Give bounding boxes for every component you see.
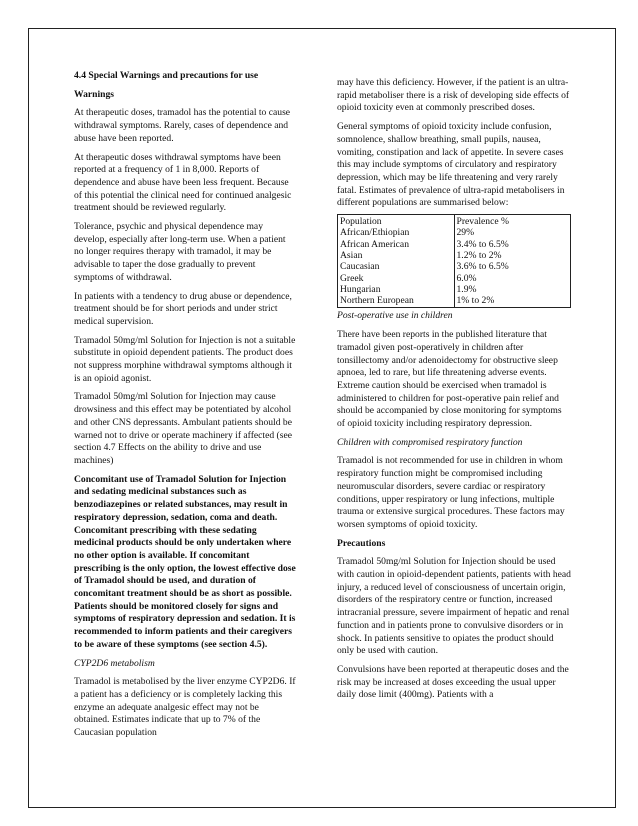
table-row bbox=[338, 295, 571, 308]
table-cell: 3.6% to 6.5% bbox=[456, 261, 509, 273]
table-cell: African American bbox=[338, 239, 455, 250]
table-cell: Northern European bbox=[338, 295, 455, 308]
paragraph: Tramadol is metabolised by the liver enzyme CYP2D6. If a patient has a deficiency or is completely lacking this enzyme an adequate analgesic effect may not be obtained. Estimates indicate that up to 7% of the Caucasian population bbox=[74, 676, 296, 739]
paragraph: General symptoms of opioid toxicity include confusion, somnolence, shallow breathing, small pupils, nausea, vomiting, constipation and lack of appetite. In severe cases this may include symptoms of circulatory and respiratory depression, which may be life threatening and very rarely fatal. Estimates of prevalence of ultra-rapid metabolisers in different populations are summarised below: bbox=[337, 121, 565, 209]
table-cell: Greek bbox=[338, 273, 455, 284]
paragraph: In patients with a tendency to drug abuse or dependence, treatment should be for short periods and under strict medical supervision. bbox=[74, 290, 292, 327]
paragraph: Convulsions have been reported at therapeutic doses and the risk may be increased at doses exceeding the usual upper daily dose limit (400mg). Patients with a bbox=[337, 663, 569, 701]
paragraph: There have been reports in the published literature that tramadol given post-operatively in children after tonsillectomy and/or adenoidectomy for obstructive sleep apnoea, led to rare, but life threatening adverse events. Extreme caution should be exercised when tramadol is administered to children for post-operative pain relief and should be accompanied by close monitoring for symptoms of opioid toxicity including respiratory depression. bbox=[337, 329, 562, 430]
table-cell: 6.0% bbox=[456, 272, 477, 284]
left-column bbox=[74, 70, 296, 740]
table-cell: 1.9% bbox=[456, 283, 477, 295]
table-cell: African/Ethiopian bbox=[338, 227, 455, 238]
table-header-row bbox=[338, 215, 571, 228]
table-cell: Asian bbox=[338, 250, 455, 261]
paragraph: Tramadol is not recommended for use in children in whom respiratory function might be compromised including neuromuscular disorders, severe cardiac or respiratory conditions, upper respiratory or lung infections, multiple trauma or extensive surgical procedures. These factors may worsen symptoms of opioid toxicity. bbox=[337, 455, 565, 530]
table-header-cell: Population bbox=[338, 215, 455, 228]
prevalence-table bbox=[337, 214, 571, 308]
table-header-cell: Prevalence % bbox=[456, 216, 509, 228]
paragraph: Tramadol 50mg/ml Solution for Injection is not a suitable substitute in opioid dependent patients. The product does not suppress morphine withdrawal symptoms although it is an opioid agonist. bbox=[74, 334, 296, 384]
warnings-heading: Warnings bbox=[74, 88, 114, 100]
respiratory-children-heading: Children with compromised respiratory function bbox=[337, 436, 523, 448]
section-heading: 4.4 Special Warnings and precautions for use bbox=[74, 70, 259, 81]
precautions-heading: Precautions bbox=[337, 537, 386, 549]
concomitant-use-warning: Concomitant use of Tramadol Solution for Injection and sedating medicinal substances such as benzodiazepines or related substances, may result in respiratory depression, sedation, coma and death. Concomitant prescribing with these sedating medicinal products should be only undertaken where no other option is available. If concomitant prescribing is the only option, the lowest effective dose of Tramadol should be used, and duration of concomitant treatment should be as short as possible. Patients should be monitored closely for signs and symptoms of respiratory depression and sedation. It is recommended to inform patients and their caregivers to be aware of these symptoms (see section 4.5). bbox=[74, 473, 296, 650]
table-row bbox=[338, 250, 571, 261]
table-row bbox=[338, 284, 571, 295]
table-row bbox=[338, 227, 571, 238]
right-column bbox=[337, 77, 571, 702]
table-row bbox=[338, 261, 571, 272]
paragraph: may have this deficiency. However, if the patient is an ultra-rapid metaboliser there is a risk of developing side effects of opioid toxicity even at commonly prescribed doses. bbox=[337, 77, 570, 114]
paragraph: At therapeutic doses, tramadol has the potential to cause withdrawal symptoms. Rarely, cases of dependence and abuse have been reported. bbox=[74, 107, 291, 144]
paragraph: Tramadol 50mg/ml Solution for Injection may cause drowsiness and this effect may be potentiated by alcohol and other CNS depressants. Ambulant patients should be warned not to drive or operate machinery if affected (see section 4.7 Effects on the ability to drive and use machines) bbox=[74, 391, 292, 466]
table-cell: 1% to 2% bbox=[456, 295, 495, 307]
postop-children-heading: Post-operative use in children bbox=[337, 310, 453, 322]
table-row bbox=[338, 239, 571, 250]
table-cell: Caucasian bbox=[338, 261, 455, 272]
table-cell: Hungarian bbox=[338, 284, 455, 295]
table-cell: 1.2% to 2% bbox=[456, 249, 502, 261]
paragraph: At therapeutic doses withdrawal symptoms have been reported at a frequency of 1 in 8,000. Reports of dependence and abuse have been less frequent. Because of this potential the clinical need for continued analgesic treatment should be reviewed regularly. bbox=[74, 151, 292, 214]
cyp2d6-heading: CYP2D6 metabolism bbox=[74, 657, 155, 669]
paragraph: Tolerance, psychic and physical dependence may develop, especially after long-term use. When a patient no longer requires therapy with tramadol, it may be advisable to taper the dose gradually to prevent symptoms of withdrawal. bbox=[74, 221, 286, 283]
paragraph: Tramadol 50mg/ml Solution for Injection should be used with caution in opioid-dependent patients, patients with head injury, a reduced level of consciousness of uncertain origin, disorders of the respiratory centre or function, increased intracranial pressure, severe impairment of hepatic and renal function and in patients prone to convulsive disorders or in shock. In patients sensitive to opiates the product should only be used with caution. bbox=[337, 556, 571, 657]
table-cell: 29% bbox=[456, 227, 475, 239]
table-row bbox=[338, 273, 571, 284]
table-cell: 3.4% to 6.5% bbox=[456, 238, 509, 250]
